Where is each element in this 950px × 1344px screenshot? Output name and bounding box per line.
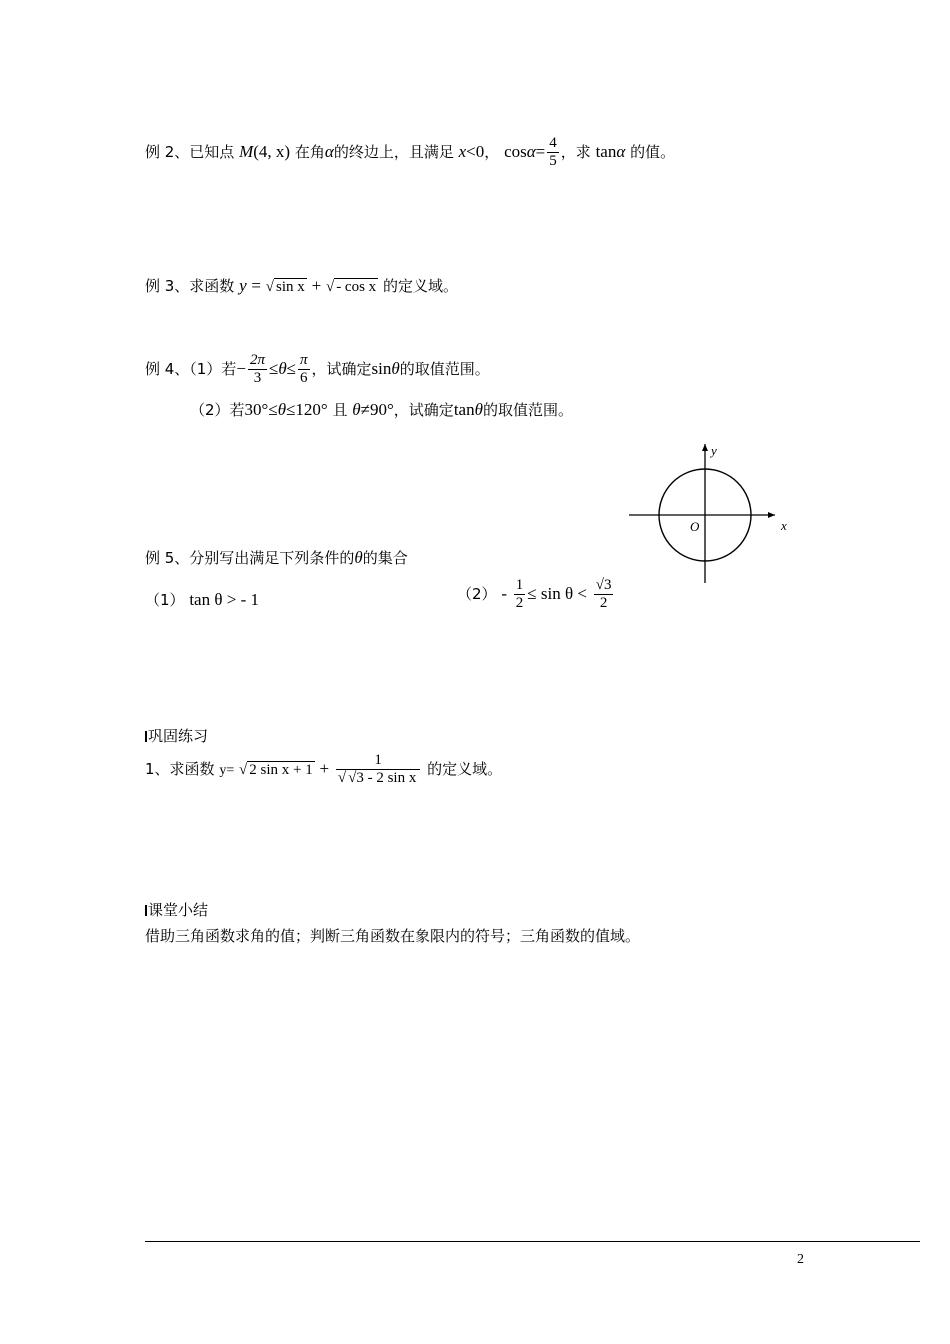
denominator: √ √3 - 2 sin x (337, 770, 417, 786)
radicand: √3 - 2 sin x (348, 770, 417, 786)
fraction-1-2 (514, 577, 526, 612)
summary-body: 借助三角函数求角的值；判断三角函数在象限内的符号；三角函数的值域。 (145, 927, 641, 945)
y-axis-label: y (711, 443, 717, 458)
numerator: 1 (515, 577, 524, 593)
x-axis-arrow (768, 512, 775, 518)
ex2-text: ，求 (560, 143, 591, 161)
ex4-text: 的取值范围。 (482, 401, 573, 419)
angle-120: 120° (295, 400, 328, 419)
summary-text (145, 925, 640, 946)
sqrt-2sinx-plus-1: √ 2 sin x + 1 (239, 762, 313, 778)
example-5-part-2 (457, 577, 615, 612)
ex5-label: 例 5、分别写出满足下列条件的 (145, 549, 355, 567)
inner-sqrt (346, 770, 418, 787)
tan-fn: tan (595, 142, 617, 161)
example-5-part-1 (145, 589, 259, 610)
comma: ， (484, 143, 500, 161)
radicand: 2 sin x + 1 (249, 762, 313, 778)
plus: + (311, 276, 322, 295)
y-equals: y= (219, 763, 235, 778)
sqrt-neg-cos-x: √ - cos x (325, 279, 377, 295)
denominator: 2 (515, 595, 524, 611)
practice-question-1 (145, 752, 502, 787)
numerator: 2π (249, 352, 265, 368)
example-4-part-1 (145, 352, 490, 387)
ex2-text: 在角 (294, 143, 325, 161)
leq: ≤ (286, 400, 296, 419)
practice-label: 1、求函数 (145, 760, 215, 778)
practice-title-text: 巩固练习 (148, 727, 209, 745)
theta-symbol: θ (278, 359, 287, 378)
radicand: - cos x (336, 279, 377, 295)
tan-fn: tan (453, 400, 475, 419)
fraction-sqrt3-2 (594, 577, 614, 612)
fraction-pi-6 (298, 352, 310, 387)
ex5-text: 的集合 (362, 549, 408, 567)
denominator: 6 (300, 370, 308, 386)
theta-symbol: θ (354, 548, 363, 567)
condition: <0 (466, 142, 485, 161)
ex5-p1-label: （1） (145, 591, 185, 609)
leq: ≤ (268, 400, 278, 419)
y-axis-arrow (702, 444, 708, 451)
numerator: π (300, 352, 308, 368)
fraction-1-over-sqrt (336, 752, 420, 787)
point-coords: (4, x) (253, 142, 291, 161)
x-axis-label: x (781, 518, 787, 533)
theta-symbol: θ (391, 359, 400, 378)
summary-title (145, 899, 208, 920)
ex4-text: 的取值范围。 (399, 360, 490, 378)
ex4-label: 例 4、（1）若 (145, 360, 237, 378)
ex3-label: 例 3、求函数 (145, 277, 235, 295)
angle-30: 30° (244, 400, 269, 419)
numerator: √3 (595, 577, 612, 593)
practice-text: 的定义域。 (427, 760, 503, 778)
equals: = (535, 142, 546, 161)
leq: ≤ (286, 359, 297, 378)
denominator: 3 (253, 370, 262, 386)
section-marker-icon (145, 731, 147, 742)
denominator: 2 (599, 595, 608, 611)
equals: = (251, 276, 262, 295)
alpha-symbol: α (616, 142, 626, 161)
ex4-text: ，试确定 (393, 401, 454, 419)
numerator: 4 (549, 135, 557, 151)
ex5-p2-inequality: ≤ sin θ < (527, 584, 587, 603)
numerator: 1 (336, 752, 420, 770)
ex5-p2-label: （2） (457, 585, 497, 603)
leq: ≤ (268, 359, 279, 378)
ex5-p1-expression: tan θ > - 1 (189, 590, 259, 609)
plus: + (319, 759, 330, 778)
x-symbol: x (458, 142, 467, 161)
not-90: ≠90° (360, 400, 394, 419)
origin-label: O (690, 519, 700, 534)
theta-symbol: θ (352, 400, 361, 419)
cos-fn: cos (504, 142, 527, 161)
ex3-text: 的定义域。 (382, 277, 458, 295)
alpha-symbol: α (526, 142, 536, 161)
y-symbol: y (239, 276, 247, 295)
fraction-2pi-3 (248, 352, 267, 387)
fraction-4-5 (547, 135, 559, 170)
theta-symbol: θ (277, 400, 287, 419)
example-5 (145, 547, 408, 568)
theta-symbol: θ (474, 400, 483, 419)
alpha-symbol: α (324, 142, 334, 161)
example-3 (145, 275, 458, 296)
example-4-part-2 (190, 399, 573, 420)
section-marker-icon (145, 905, 147, 916)
sqrt-sin-x: √ sin x (265, 279, 305, 295)
example-2 (145, 135, 675, 170)
point-m: M (239, 142, 254, 161)
ex2-label: 例 2、已知点 (145, 143, 235, 161)
minus: - (501, 584, 507, 603)
unit-circle-diagram (625, 440, 800, 590)
ex2-text: 的值。 (630, 143, 676, 161)
minus: − (236, 359, 246, 378)
radicand: sin x (276, 279, 305, 295)
denominator: 5 (549, 153, 557, 169)
and-word: 且 (332, 401, 348, 419)
practice-title (145, 725, 208, 746)
summary-title-text: 课堂小结 (148, 901, 209, 919)
sin-fn: sin (371, 359, 392, 378)
page-number: 2 (797, 1252, 804, 1267)
ex2-text: 的终边上，且满足 (333, 143, 454, 161)
ex4-text: ，试确定 (311, 360, 372, 378)
ex4-p2-label: （2）若 (190, 401, 245, 419)
footer-rule (145, 1241, 920, 1242)
